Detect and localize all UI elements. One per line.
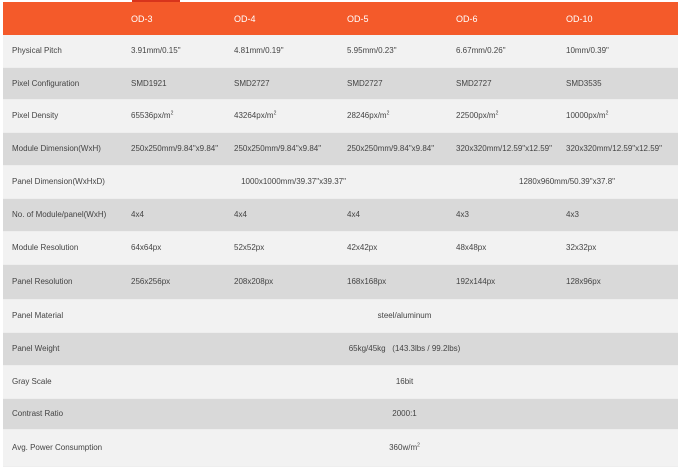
- spec-table: [3, 2, 678, 467]
- row-panel-resolution: [3, 264, 678, 299]
- header-cell-label: [3, 2, 131, 35]
- row-label: Module Dimension(WxH): [3, 132, 131, 165]
- cell-value: [456, 99, 566, 132]
- cell-value: 168x168px: [347, 264, 456, 299]
- panel-material-value: steel/aluminum: [131, 299, 678, 332]
- power-value: 360w/m: [389, 443, 418, 452]
- power-exponent: 2: [417, 442, 420, 449]
- density-exponent: 2: [495, 110, 499, 117]
- density-value: 22500px/m: [456, 111, 496, 120]
- cell-value: 4.81mm/0.19": [234, 35, 347, 67]
- cell-value: 208x208px: [234, 264, 347, 299]
- gray-scale-value: 16bit: [131, 365, 678, 398]
- cell-value: 4x3: [566, 198, 678, 231]
- cell-value: 256x256px: [131, 264, 234, 299]
- row-label: Panel Material: [3, 299, 131, 332]
- contrast-ratio-value: 2000:1: [131, 398, 678, 429]
- row-label: Physical Pitch: [3, 35, 131, 67]
- row-module-dimension: [3, 132, 678, 165]
- row-panel-dimension: [3, 165, 678, 198]
- density-value: 43264px/m: [234, 111, 274, 120]
- row-module-count: [3, 198, 678, 231]
- row-label: Pixel Configuration: [3, 67, 131, 99]
- cell-value: 5.95mm/0.23": [347, 35, 456, 67]
- cell-value: [234, 99, 347, 132]
- panel-dimension-value-b: 1280x960mm/50.39"x37.8": [456, 165, 678, 198]
- power-consumption-cell: [131, 429, 678, 466]
- cell-value: SMD2727: [456, 67, 566, 99]
- cell-value: [566, 99, 678, 132]
- cell-value: 128x96px: [566, 264, 678, 299]
- cell-value: 4x4: [131, 198, 234, 231]
- row-label: Pixel Density: [3, 99, 131, 132]
- row-gray-scale: [3, 365, 678, 398]
- row-label: Contrast Ratio: [3, 398, 131, 429]
- cell-value: 250x250mm/9.84"x9.84": [234, 132, 347, 165]
- header-cell-od5: OD-5: [347, 2, 456, 35]
- density-exponent: 2: [273, 110, 277, 117]
- row-pixel-configuration: [3, 67, 678, 99]
- cell-value: 32x32px: [566, 231, 678, 264]
- cell-value: 64x64px: [131, 231, 234, 264]
- density-value: 65536px/m: [131, 111, 171, 120]
- cell-value: 320x320mm/12.59"x12.59": [566, 132, 678, 165]
- header-cell-od3: OD-3: [131, 2, 234, 35]
- header-cell-od4: OD-4: [234, 2, 347, 35]
- row-label: No. of Module/panel(WxH): [3, 198, 131, 231]
- cell-value: SMD1921: [131, 67, 234, 99]
- row-module-resolution: [3, 231, 678, 264]
- cell-value: [131, 99, 234, 132]
- row-contrast-ratio: [3, 398, 678, 429]
- panel-weight-value: 65kg/45kg (143.3lbs / 99.2lbs): [131, 332, 678, 365]
- density-value: 10000px/m: [566, 111, 606, 120]
- density-exponent: 2: [605, 110, 609, 117]
- row-physical-pitch: [3, 35, 678, 67]
- cell-value: SMD2727: [234, 67, 347, 99]
- row-pixel-density: [3, 99, 678, 132]
- cell-value: 4x4: [347, 198, 456, 231]
- row-label: Panel Dimension(WxHxD): [3, 165, 131, 198]
- cell-value: SMD3535: [566, 67, 678, 99]
- row-power-consumption: [3, 429, 678, 466]
- header-row: [3, 2, 678, 35]
- cell-value: 10mm/0.39": [566, 35, 678, 67]
- cell-value: 250x250mm/9.84"x9.84": [131, 132, 234, 165]
- row-label: Gray Scale: [3, 365, 131, 398]
- row-label: Panel Resolution: [3, 264, 131, 299]
- cell-value: 52x52px: [234, 231, 347, 264]
- cell-value: 192x144px: [456, 264, 566, 299]
- cell-value: 4x4: [234, 198, 347, 231]
- cell-value: 4x3: [456, 198, 566, 231]
- cell-value: 320x320mm/12.59"x12.59": [456, 132, 566, 165]
- row-label: Avg. Power Consumption: [3, 429, 131, 466]
- row-label: Panel Weight: [3, 332, 131, 365]
- cell-value: 48x48px: [456, 231, 566, 264]
- cell-value: 3.91mm/0.15": [131, 35, 234, 67]
- row-panel-material: [3, 299, 678, 332]
- density-exponent: 2: [170, 110, 174, 117]
- density-value: 28246px/m: [347, 111, 387, 120]
- panel-dimension-value-a: 1000x1000mm/39.37"x39.37": [131, 165, 456, 198]
- cell-value: 6.67mm/0.26": [456, 35, 566, 67]
- row-label: Module Resolution: [3, 231, 131, 264]
- density-exponent: 2: [386, 110, 390, 117]
- cell-value: SMD2727: [347, 67, 456, 99]
- cell-value: [347, 99, 456, 132]
- cell-value: 42x42px: [347, 231, 456, 264]
- header-cell-od6: OD-6: [456, 2, 566, 35]
- cell-value: 250x250mm/9.84"x9.84": [347, 132, 456, 165]
- header-cell-od10: OD-10: [566, 2, 678, 35]
- row-panel-weight: [3, 332, 678, 365]
